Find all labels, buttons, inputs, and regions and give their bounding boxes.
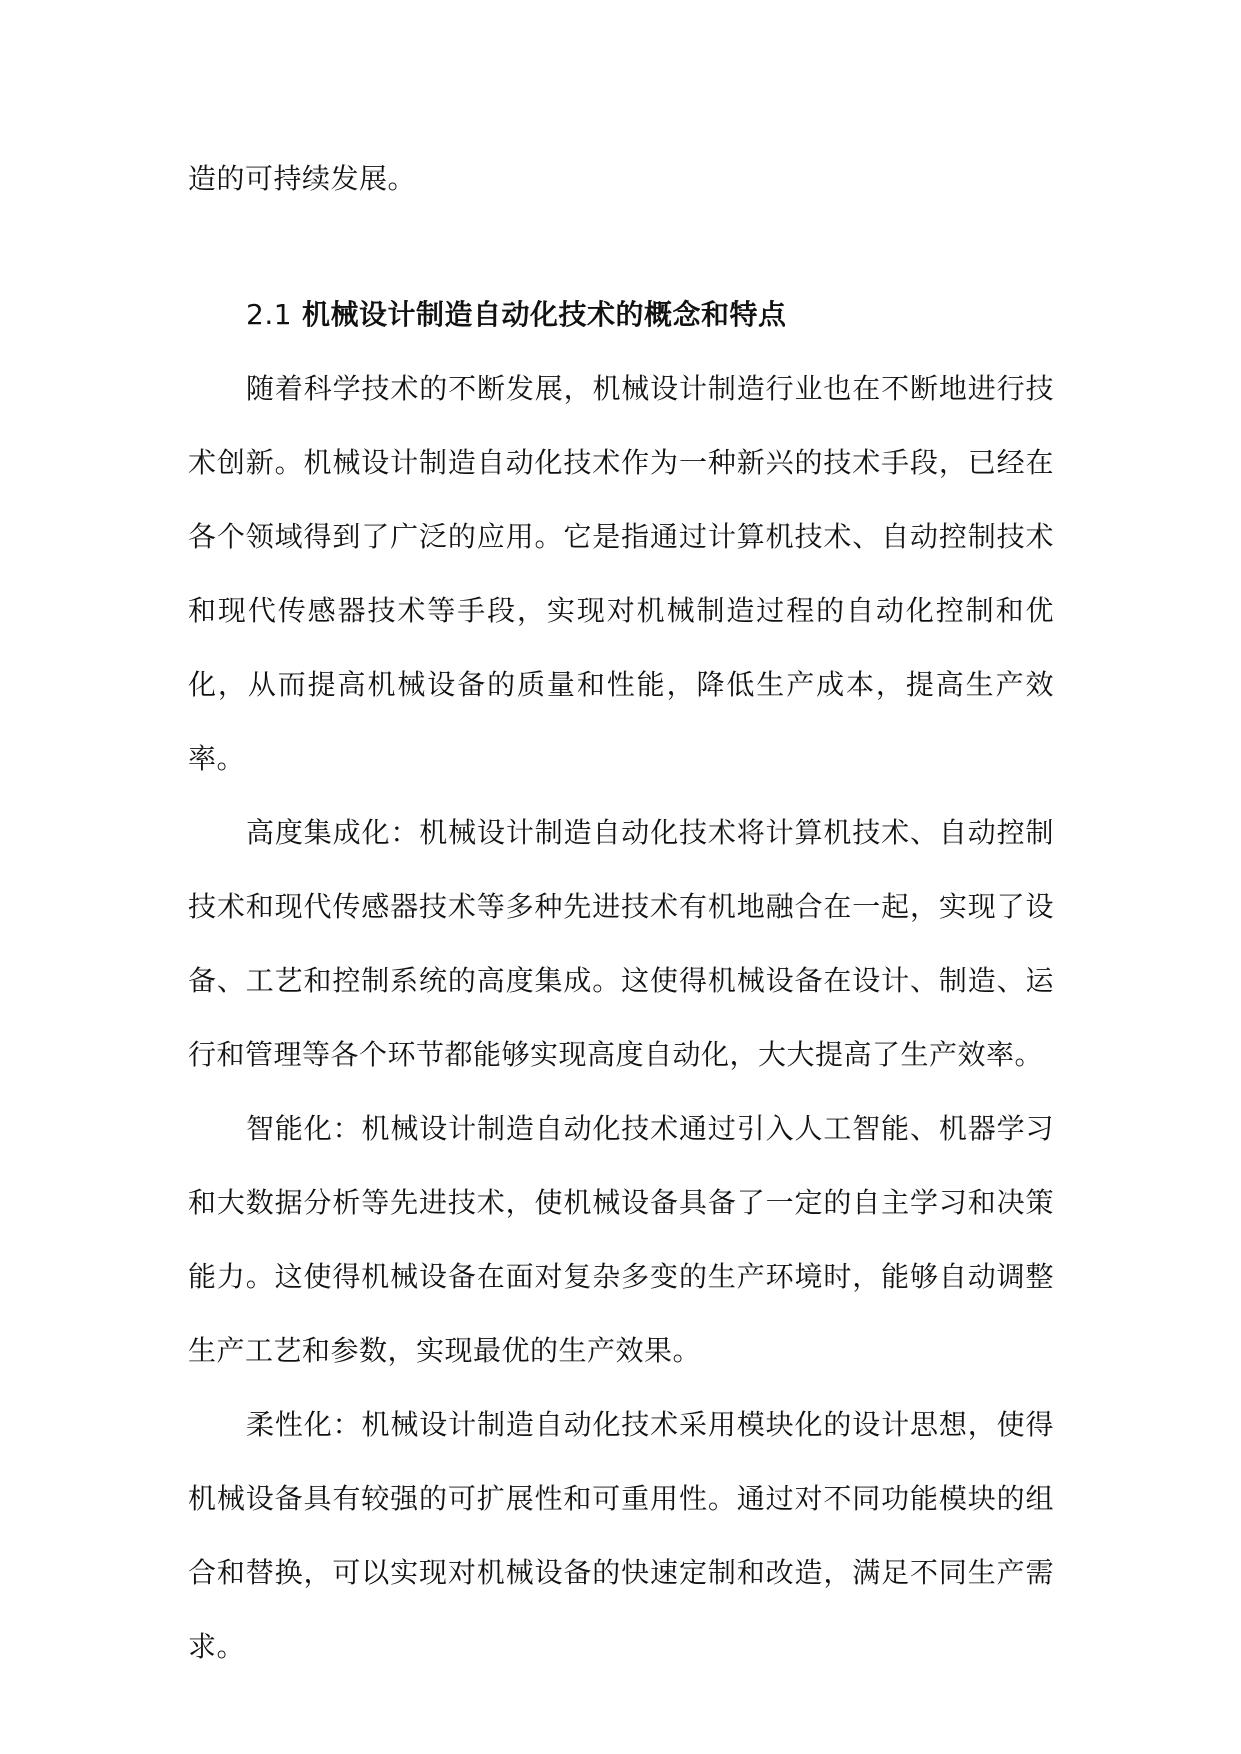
paragraph-integration: 高度集成化：机械设计制造自动化技术将计算机技术、自动控制技术和现代传感器技术等多种先进技术有机地融合在一起，实现了设备、工艺和控制系统的高度集成。这使得机械设备在设计、制造、运行和管理等各个环节都能够实现高度自动化，大大提高了生产效率。 xyxy=(188,816,1054,1071)
page-content xyxy=(188,142,1054,1684)
section-heading xyxy=(188,278,1054,352)
paragraph-intelligence: 智能化：机械设计制造自动化技术通过引入人工智能、机器学习和大数据分析等先进技术，使机械设备具备了一定的自主学习和决策能力。这使得机械设备在面对复杂多变的生产环境时，能够自动调整生产工艺和参数，实现最优的生产效果。 xyxy=(188,1112,1054,1367)
paragraph-flexibility: 柔性化：机械设计制造自动化技术采用模块化的设计思想，使得机械设备具有较强的可扩展性和可重用性。通过对不同功能模块的组合和替换，可以实现对机械设备的快速定制和改造，满足不同生产需求。 xyxy=(188,1408,1054,1663)
section-title: 机械设计制造自动化技术的概念和特点 xyxy=(302,298,787,331)
continuation-paragraph: 造的可持续发展。 xyxy=(188,162,417,195)
section-number: 2.1 xyxy=(246,298,293,331)
paragraph-intro: 随着科学技术的不断发展，机械设计制造行业也在不断地进行技术创新。机械设计制造自动化技术作为一种新兴的技术手段，已经在各个领域得到了广泛的应用。它是指通过计算机技术、自动控制技术和现代传感器技术等手段，实现对机械制造过程的自动化控制和优化，从而提高机械设备的质量和性能，降低生产成本，提高生产效率。 xyxy=(188,372,1054,775)
